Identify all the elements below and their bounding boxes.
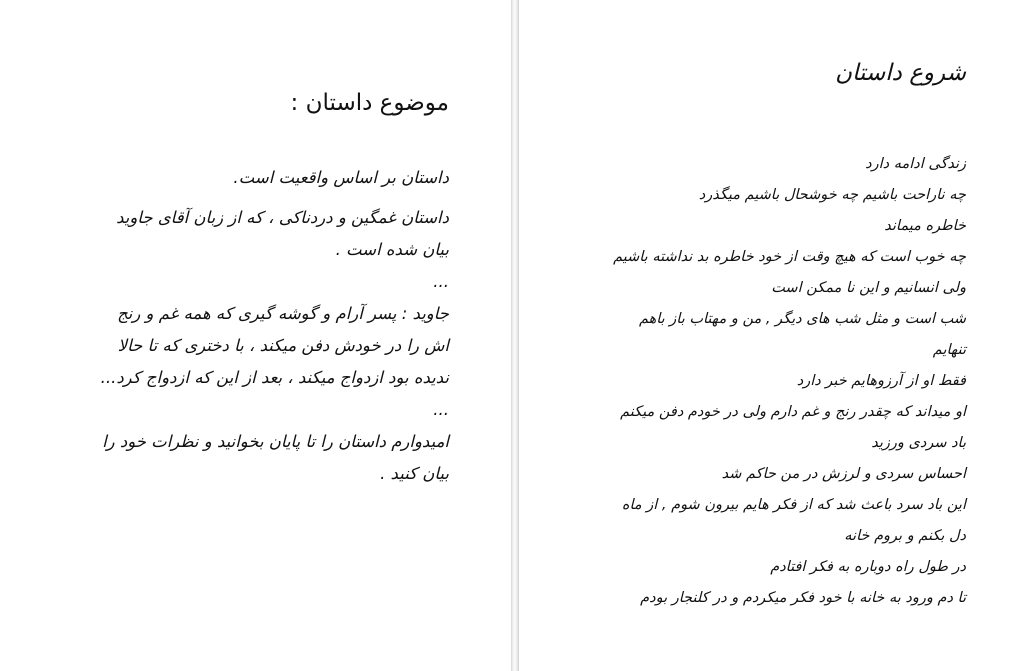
text-line: بیان کنید . bbox=[380, 464, 449, 483]
text-line: فقط او از آرزوهایم خبر دارد bbox=[796, 373, 966, 389]
text-line: احساس سردی و لرزش در من حاکم شد bbox=[721, 466, 966, 482]
text-line: ... bbox=[433, 272, 449, 291]
text-line: ولی انسانیم و این نا ممکن است bbox=[771, 280, 966, 296]
left-page bbox=[0, 0, 511, 671]
text-line: شب است و مثل شب های دیگر , من و مهتاب باز باهم bbox=[638, 311, 966, 327]
right-page-body bbox=[566, 149, 966, 614]
text-line: او میداند که چقدر رنج و غم دارم ولی در خودم دفن میکنم bbox=[620, 404, 966, 420]
text-line: چه خوب است که هیچ وقت از خود خاطره بد نداشته باشیم bbox=[613, 249, 966, 265]
right-page-title: شروع داستان bbox=[835, 60, 966, 86]
text-line: خاطره میماند bbox=[884, 218, 966, 234]
text-line: در طول راه دوباره به فکر افتادم bbox=[770, 559, 966, 575]
text-line: چه ناراحت باشیم چه خوشحال باشیم میگذرد bbox=[698, 187, 966, 203]
text-line: دل بکنم و بروم خانه bbox=[844, 528, 966, 544]
left-page-title: موضوع داستان : bbox=[290, 90, 449, 116]
text-line: اش را در خودش دفن میکند ، با دختری که تا حالا bbox=[117, 336, 449, 355]
text-line: امیدوارم داستان را تا پایان بخوانید و نظرات خود را bbox=[102, 432, 449, 451]
left-page-body bbox=[59, 162, 449, 490]
text-line: داستان بر اساس واقعیت است. bbox=[233, 168, 449, 187]
text-line: ندیده بود ازدواج میکند ، بعد از این که ازدواج کرد... bbox=[100, 368, 449, 387]
text-line: ... bbox=[433, 400, 449, 419]
book-gutter bbox=[511, 0, 519, 671]
text-line: داستان غمگین و دردناکی ، که از زبان آقای جاوید bbox=[116, 208, 449, 227]
text-line: بیان شده است . bbox=[335, 240, 449, 259]
text-line: تا دم ورود به خانه با خود فکر میکردم و در کلنجار بودم bbox=[640, 590, 966, 606]
text-line: زندگی ادامه دارد bbox=[865, 156, 966, 172]
text-line: تنهایم bbox=[932, 342, 966, 358]
text-line: باد سردی ورزید bbox=[871, 435, 966, 451]
text-line: جاوید : پسر آرام و گوشه گیری که همه غم و رنج bbox=[117, 304, 449, 323]
text-line: این باد سرد باعث شد که از فکر هایم بیرون شوم , از ماه bbox=[621, 497, 966, 513]
right-page bbox=[519, 0, 1024, 671]
